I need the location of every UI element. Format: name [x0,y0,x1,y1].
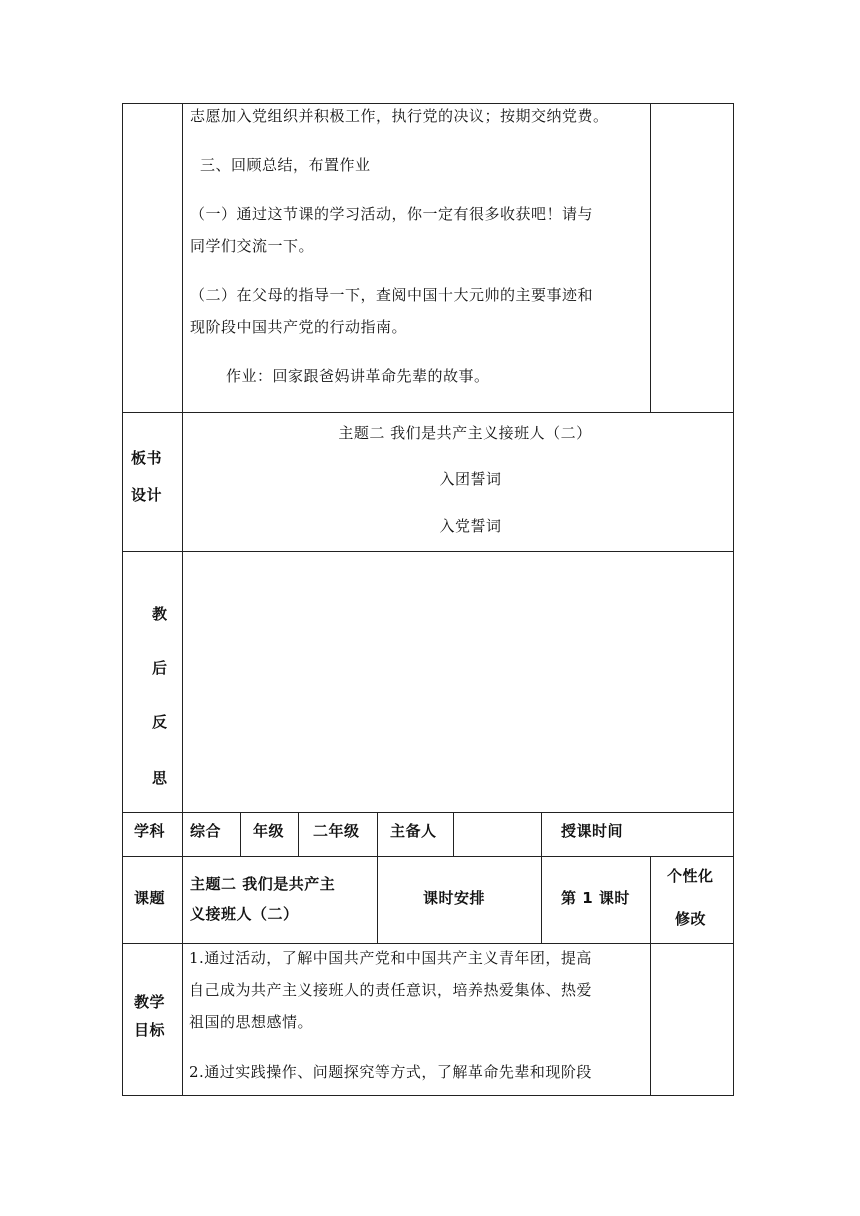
goal-line: 祖国的思想感情。 [189,1013,314,1031]
column-divider [453,812,454,856]
board-title: 主题二 我们是共产主义接班人（二） [338,424,592,442]
schedule-value: 第 1 课时 [561,889,630,907]
goal-line: 1.通过活动，了解中国共产党和中国共产主义青年团，提高 [189,949,592,967]
board-item: 入团誓词 [439,470,502,488]
row-divider [122,856,734,857]
goals-label: 教学 [134,993,166,1011]
row-divider [122,943,734,944]
column-divider [377,812,378,943]
paragraph-line: 同学们交流一下。 [190,237,315,255]
column-divider [240,812,241,856]
goals-label: 目标 [134,1021,166,1039]
goal-line: 2.通过实践操作、问题探究等方式，了解革命先辈和现阶段 [189,1063,592,1081]
topic-value: 主题二 我们是共产主 [190,875,336,893]
column-divider [650,856,651,1095]
paragraph-line: 志愿加入党组织并积极工作，执行党的决议；按期交纳党费。 [190,107,609,125]
reflection-char: 思 [152,769,168,787]
table-border-left [122,103,123,1095]
reflection-char: 教 [152,605,168,623]
goal-line: 自己成为共产主义接班人的责任意识，培养热爱集体、热爱 [189,981,593,999]
personalized-label: 修改 [675,910,707,928]
row-divider [122,812,734,813]
table-border-top [122,103,734,104]
reflection-char: 后 [152,659,168,677]
time-label: 授课时间 [561,822,624,840]
column-divider [182,103,183,1095]
subject-label: 学科 [134,822,166,840]
board-item: 入党誓词 [439,517,502,535]
section-heading: 三、回顾总结，布置作业 [200,156,371,174]
preparer-label: 主备人 [390,822,437,840]
schedule-label: 课时安排 [423,889,486,907]
topic-label: 课题 [134,889,166,907]
paragraph-line: 现阶段中国共产党的行动指南。 [190,318,408,336]
table-border-bottom [122,1095,734,1096]
row-divider [122,412,734,413]
topic-value: 义接班人（二） [190,905,299,923]
paragraph-line: （二）在父母的指导一下，查阅中国十大元帅的主要事迹和 [190,286,594,304]
paragraph-line: （一）通过这节课的学习活动，你一定有很多收获吧！请与 [190,205,594,223]
table-border-right [733,103,734,1095]
column-divider [298,812,299,856]
grade-label: 年级 [253,822,285,840]
subject-value: 综合 [190,822,222,840]
board-label: 设计 [131,486,163,504]
board-label: 板书 [131,449,163,467]
personalized-label: 个性化 [667,867,714,885]
reflection-char: 反 [152,713,168,731]
grade-value: 二年级 [313,822,360,840]
homework-line: 作业：回家跟爸妈讲革命先辈的故事。 [226,367,490,385]
column-divider [650,103,651,412]
row-divider [122,551,734,552]
column-divider [541,812,542,943]
